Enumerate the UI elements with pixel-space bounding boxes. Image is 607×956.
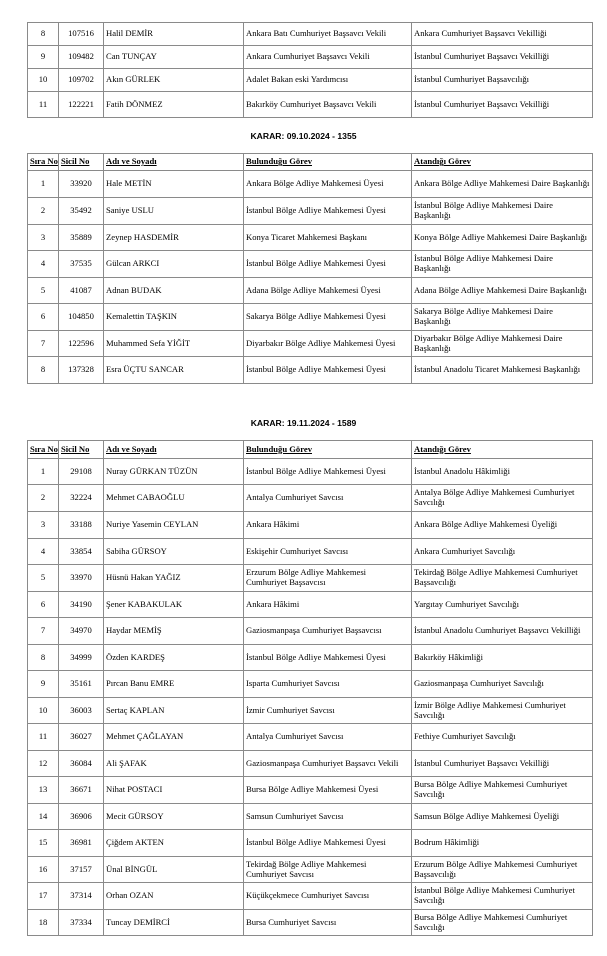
cell-sira-no: 7: [28, 331, 59, 357]
cell-bulundugu-gorev: Bursa Bölge Adliye Mahkemesi Üyesi: [244, 777, 412, 804]
cell-atandigi-gorev: Erzurum Bölge Adliye Mahkemesi Cumhuriyet Başsavcılığı: [412, 857, 593, 883]
table-row: [28, 331, 593, 357]
cell-adi-soyadi: Sertaç KAPLAN: [104, 698, 244, 724]
cell-sira-no: 14: [28, 804, 59, 830]
table-row: [28, 69, 593, 92]
cell-sicil-no: 107516: [59, 23, 104, 46]
cell-sira-no: 2: [28, 198, 59, 225]
cell-adi-soyadi: Nuriye Yasemin CEYLAN: [104, 512, 244, 539]
cell-sira-no: 15: [28, 830, 59, 857]
cell-sicil-no: 29108: [59, 459, 104, 485]
cell-atandigi-gorev: İstanbul Cumhuriyet Başsavcı Vekilliği: [412, 46, 593, 69]
cell-bulundugu-gorev: Bursa Cumhuriyet Savcısı: [244, 910, 412, 936]
cell-sicil-no: 34999: [59, 645, 104, 671]
col-header-sicil-no: Sicil No: [59, 441, 104, 459]
cell-sicil-no: 34190: [59, 592, 104, 618]
table-row: [28, 485, 593, 512]
cell-sicil-no: 109482: [59, 46, 104, 69]
cell-sicil-no: 137328: [59, 357, 104, 384]
cell-adi-soyadi: Fatih DÖNMEZ: [104, 92, 244, 118]
appointments-table-continued: [27, 22, 593, 118]
cell-adi-soyadi: Mehmet ÇAĞLAYAN: [104, 724, 244, 751]
table-row: [28, 198, 593, 225]
cell-sira-no: 10: [28, 69, 59, 92]
cell-atandigi-gorev: Gaziosmanpaşa Cumhuriyet Savcılığı: [412, 671, 593, 698]
cell-sira-no: 9: [28, 671, 59, 698]
col-header-sira-no: Sıra No: [28, 154, 59, 171]
cell-sira-no: 10: [28, 698, 59, 724]
table-row: [28, 512, 593, 539]
cell-adi-soyadi: Gülcan ARKCI: [104, 251, 244, 278]
cell-sicil-no: 33970: [59, 565, 104, 592]
cell-sicil-no: 122221: [59, 92, 104, 118]
table-row: [28, 565, 593, 592]
cell-sicil-no: 36084: [59, 751, 104, 777]
cell-bulundugu-gorev: Adalet Bakan eski Yardımcısı: [244, 69, 412, 92]
table-row: [28, 278, 593, 304]
cell-bulundugu-gorev: Antalya Cumhuriyet Savcısı: [244, 724, 412, 751]
cell-sicil-no: 122596: [59, 331, 104, 357]
table-row: [28, 751, 593, 777]
table-row: [28, 777, 593, 804]
cell-adi-soyadi: Haydar MEMİŞ: [104, 618, 244, 645]
cell-sira-no: 13: [28, 777, 59, 804]
cell-atandigi-gorev: Bursa Bölge Adliye Mahkemesi Cumhuriyet Savcılığı: [412, 777, 593, 804]
cell-bulundugu-gorev: Ankara Bölge Adliye Mahkemesi Üyesi: [244, 171, 412, 198]
cell-atandigi-gorev: İstanbul Anadolu Hâkimliği: [412, 459, 593, 485]
table-row: [28, 459, 593, 485]
cell-sicil-no: 36027: [59, 724, 104, 751]
cell-sicil-no: 35889: [59, 225, 104, 251]
cell-adi-soyadi: Nihat POSTACI: [104, 777, 244, 804]
col-header-bulundugu-gorev: Bulunduğu Görev: [244, 154, 412, 171]
cell-bulundugu-gorev: İstanbul Bölge Adliye Mahkemesi Üyesi: [244, 830, 412, 857]
cell-atandigi-gorev: Bursa Bölge Adliye Mahkemesi Cumhuriyet Savcılığı: [412, 910, 593, 936]
table-row: [28, 251, 593, 278]
cell-sira-no: 18: [28, 910, 59, 936]
cell-sicil-no: 33188: [59, 512, 104, 539]
table-row: [28, 539, 593, 565]
cell-sira-no: 7: [28, 618, 59, 645]
table-row: [28, 92, 593, 118]
table-row: [28, 618, 593, 645]
cell-adi-soyadi: Esra ÜÇTU SANCAR: [104, 357, 244, 384]
cell-sira-no: 1: [28, 171, 59, 198]
cell-adi-soyadi: Pırcan Banu EMRE: [104, 671, 244, 698]
cell-adi-soyadi: Sabiha GÜRSOY: [104, 539, 244, 565]
cell-atandigi-gorev: Ankara Bölge Adliye Mahkemesi Üyeliği: [412, 512, 593, 539]
cell-sira-no: 8: [28, 645, 59, 671]
table-row: [28, 171, 593, 198]
cell-sicil-no: 37157: [59, 857, 104, 883]
cell-adi-soyadi: Ali ŞAFAK: [104, 751, 244, 777]
cell-adi-soyadi: Mecit GÜRSOY: [104, 804, 244, 830]
cell-adi-soyadi: Orhan OZAN: [104, 883, 244, 910]
cell-adi-soyadi: Çiğdem AKTEN: [104, 830, 244, 857]
cell-sicil-no: 36671: [59, 777, 104, 804]
cell-sira-no: 12: [28, 751, 59, 777]
table-row: [28, 830, 593, 857]
cell-sicil-no: 37535: [59, 251, 104, 278]
table-header-row: [28, 154, 593, 171]
cell-atandigi-gorev: Sakarya Bölge Adliye Mahkemesi Daire Başkanlığı: [412, 304, 593, 331]
table-row: [28, 724, 593, 751]
cell-bulundugu-gorev: Samsun Cumhuriyet Savcısı: [244, 804, 412, 830]
cell-sira-no: 16: [28, 857, 59, 883]
cell-bulundugu-gorev: Gaziosmanpaşa Cumhuriyet Başsavcı Vekili: [244, 751, 412, 777]
cell-sira-no: 5: [28, 278, 59, 304]
cell-adi-soyadi: Halil DEMİR: [104, 23, 244, 46]
col-header-atandigi-gorev: Atandığı Görev: [412, 154, 593, 171]
cell-atandigi-gorev: Fethiye Cumhuriyet Savcılığı: [412, 724, 593, 751]
cell-sicil-no: 37334: [59, 910, 104, 936]
cell-sira-no: 11: [28, 724, 59, 751]
decision-heading-1: KARAR: 09.10.2024 - 1355: [250, 131, 357, 141]
cell-sira-no: 6: [28, 592, 59, 618]
cell-sira-no: 9: [28, 46, 59, 69]
appointments-table-decision-1589: [27, 440, 593, 936]
cell-sicil-no: 34970: [59, 618, 104, 645]
cell-bulundugu-gorev: İstanbul Bölge Adliye Mahkemesi Üyesi: [244, 357, 412, 384]
cell-sicil-no: 35161: [59, 671, 104, 698]
cell-adi-soyadi: Mehmet CABAOĞLU: [104, 485, 244, 512]
cell-bulundugu-gorev: Gaziosmanpaşa Cumhuriyet Başsavcısı: [244, 618, 412, 645]
table-row: [28, 883, 593, 910]
cell-bulundugu-gorev: Adana Bölge Adliye Mahkemesi Üyesi: [244, 278, 412, 304]
cell-bulundugu-gorev: İzmir Cumhuriyet Savcısı: [244, 698, 412, 724]
cell-bulundugu-gorev: Eskişehir Cumhuriyet Savcısı: [244, 539, 412, 565]
cell-adi-soyadi: Muhammed Sefa YİĞİT: [104, 331, 244, 357]
cell-bulundugu-gorev: Ankara Hâkimi: [244, 512, 412, 539]
cell-adi-soyadi: Zeynep HASDEMİR: [104, 225, 244, 251]
cell-atandigi-gorev: İstanbul Bölge Adliye Mahkemesi Daire Başkanlığı: [412, 198, 593, 225]
cell-bulundugu-gorev: Antalya Cumhuriyet Savcısı: [244, 485, 412, 512]
col-header-atandigi-gorev: Atandığı Görev: [412, 441, 593, 459]
cell-sira-no: 2: [28, 485, 59, 512]
col-header-adi-soyadi: Adı ve Soyadı: [104, 441, 244, 459]
cell-bulundugu-gorev: İstanbul Bölge Adliye Mahkemesi Üyesi: [244, 198, 412, 225]
cell-sira-no: 8: [28, 357, 59, 384]
cell-atandigi-gorev: Bodrum Hâkimliği: [412, 830, 593, 857]
cell-sicil-no: 37314: [59, 883, 104, 910]
col-header-sicil-no: Sicil No: [59, 154, 104, 171]
appointments-table-decision-1355: [27, 153, 593, 384]
table-row: [28, 23, 593, 46]
cell-bulundugu-gorev: Erzurum Bölge Adliye Mahkemesi Cumhuriyet Başsavcısı: [244, 565, 412, 592]
cell-sicil-no: 33920: [59, 171, 104, 198]
cell-sira-no: 8: [28, 23, 59, 46]
cell-adi-soyadi: Saniye USLU: [104, 198, 244, 225]
table-row: [28, 698, 593, 724]
cell-adi-soyadi: Nuray GÜRKAN TÜZÜN: [104, 459, 244, 485]
cell-sicil-no: 104850: [59, 304, 104, 331]
cell-sira-no: 5: [28, 565, 59, 592]
cell-adi-soyadi: Tuncay DEMİRCİ: [104, 910, 244, 936]
cell-atandigi-gorev: Tekirdağ Bölge Adliye Mahkemesi Cumhuriyet Başsavcılığı: [412, 565, 593, 592]
table-header-row: [28, 441, 593, 459]
cell-adi-soyadi: Adnan BUDAK: [104, 278, 244, 304]
cell-atandigi-gorev: Diyarbakır Bölge Adliye Mahkemesi Daire Başkanlığı: [412, 331, 593, 357]
cell-sicil-no: 36981: [59, 830, 104, 857]
cell-adi-soyadi: Şener KABAKULAK: [104, 592, 244, 618]
cell-atandigi-gorev: Bakırköy Hâkimliği: [412, 645, 593, 671]
cell-sicil-no: 35492: [59, 198, 104, 225]
cell-sira-no: 3: [28, 225, 59, 251]
table-row: [28, 857, 593, 883]
cell-sicil-no: 32224: [59, 485, 104, 512]
cell-bulundugu-gorev: İstanbul Bölge Adliye Mahkemesi Üyesi: [244, 459, 412, 485]
cell-bulundugu-gorev: Ankara Cumhuriyet Başsavcı Vekili: [244, 46, 412, 69]
cell-adi-soyadi: Kemalettin TAŞKIN: [104, 304, 244, 331]
cell-atandigi-gorev: İstanbul Cumhuriyet Başsavcı Vekilliği: [412, 751, 593, 777]
cell-adi-soyadi: Ünal BİNGÜL: [104, 857, 244, 883]
cell-sicil-no: 33854: [59, 539, 104, 565]
table-row: [28, 225, 593, 251]
cell-bulundugu-gorev: Ankara Batı Cumhuriyet Başsavcı Vekili: [244, 23, 412, 46]
cell-atandigi-gorev: İstanbul Cumhuriyet Başsavcılığı: [412, 69, 593, 92]
table-row: [28, 910, 593, 936]
cell-atandigi-gorev: İzmir Bölge Adliye Mahkemesi Cumhuriyet Savcılığı: [412, 698, 593, 724]
table-row: [28, 804, 593, 830]
cell-sira-no: 3: [28, 512, 59, 539]
col-header-sira-no: Sıra No: [28, 441, 59, 459]
cell-atandigi-gorev: Konya Bölge Adliye Mahkemesi Daire Başkanlığı: [412, 225, 593, 251]
cell-sira-no: 4: [28, 539, 59, 565]
cell-bulundugu-gorev: Tekirdağ Bölge Adliye Mahkemesi Cumhuriyet Savcısı: [244, 857, 412, 883]
cell-atandigi-gorev: Antalya Bölge Adliye Mahkemesi Cumhuriyet Savcılığı: [412, 485, 593, 512]
col-header-adi-soyadi: Adı ve Soyadı: [104, 154, 244, 171]
table-row: [28, 304, 593, 331]
cell-bulundugu-gorev: Bakırköy Cumhuriyet Başsavcı Vekili: [244, 92, 412, 118]
cell-adi-soyadi: Hale METİN: [104, 171, 244, 198]
cell-bulundugu-gorev: Küçükçekmece Cumhuriyet Savcısı: [244, 883, 412, 910]
cell-atandigi-gorev: Ankara Cumhuriyet Başsavcı Vekilliği: [412, 23, 593, 46]
cell-atandigi-gorev: İstanbul Bölge Adliye Mahkemesi Cumhuriyet Savcılığı: [412, 883, 593, 910]
cell-sira-no: 6: [28, 304, 59, 331]
table-row: [28, 671, 593, 698]
cell-adi-soyadi: Akın GÜRLEK: [104, 69, 244, 92]
cell-sicil-no: 41087: [59, 278, 104, 304]
cell-atandigi-gorev: İstanbul Anadolu Cumhuriyet Başsavcı Vekilliği: [412, 618, 593, 645]
cell-atandigi-gorev: İstanbul Cumhuriyet Başsavcı Vekilliği: [412, 92, 593, 118]
cell-bulundugu-gorev: Sakarya Bölge Adliye Mahkemesi Üyesi: [244, 304, 412, 331]
cell-sira-no: 17: [28, 883, 59, 910]
cell-sira-no: 4: [28, 251, 59, 278]
cell-atandigi-gorev: Samsun Bölge Adliye Mahkemesi Üyeliği: [412, 804, 593, 830]
table-row: [28, 357, 593, 384]
cell-sicil-no: 36906: [59, 804, 104, 830]
cell-atandigi-gorev: Yargıtay Cumhuriyet Savcılığı: [412, 592, 593, 618]
cell-bulundugu-gorev: Ankara Hâkimi: [244, 592, 412, 618]
cell-sicil-no: 36003: [59, 698, 104, 724]
cell-atandigi-gorev: Ankara Bölge Adliye Mahkemesi Daire Başkanlığı: [412, 171, 593, 198]
cell-adi-soyadi: Özden KARDEŞ: [104, 645, 244, 671]
cell-sira-no: 11: [28, 92, 59, 118]
cell-sira-no: 1: [28, 459, 59, 485]
table-row: [28, 592, 593, 618]
cell-sicil-no: 109702: [59, 69, 104, 92]
cell-adi-soyadi: Can TUNÇAY: [104, 46, 244, 69]
cell-atandigi-gorev: İstanbul Anadolu Ticaret Mahkemesi Başkanlığı: [412, 357, 593, 384]
cell-adi-soyadi: Hüsnü Hakan YAĞIZ: [104, 565, 244, 592]
cell-bulundugu-gorev: Diyarbakır Bölge Adliye Mahkemesi Üyesi: [244, 331, 412, 357]
cell-bulundugu-gorev: İstanbul Bölge Adliye Mahkemesi Üyesi: [244, 645, 412, 671]
cell-bulundugu-gorev: Konya Ticaret Mahkemesi Başkanı: [244, 225, 412, 251]
cell-atandigi-gorev: İstanbul Bölge Adliye Mahkemesi Daire Başkanlığı: [412, 251, 593, 278]
table-row: [28, 645, 593, 671]
cell-bulundugu-gorev: İstanbul Bölge Adliye Mahkemesi Üyesi: [244, 251, 412, 278]
decision-heading-2: KARAR: 19.11.2024 - 1589: [250, 418, 357, 428]
cell-bulundugu-gorev: Isparta Cumhuriyet Savcısı: [244, 671, 412, 698]
cell-atandigi-gorev: Adana Bölge Adliye Mahkemesi Daire Başkanlığı: [412, 278, 593, 304]
col-header-bulundugu-gorev: Bulunduğu Görev: [244, 441, 412, 459]
table-row: [28, 46, 593, 69]
cell-atandigi-gorev: Ankara Cumhuriyet Savcılığı: [412, 539, 593, 565]
